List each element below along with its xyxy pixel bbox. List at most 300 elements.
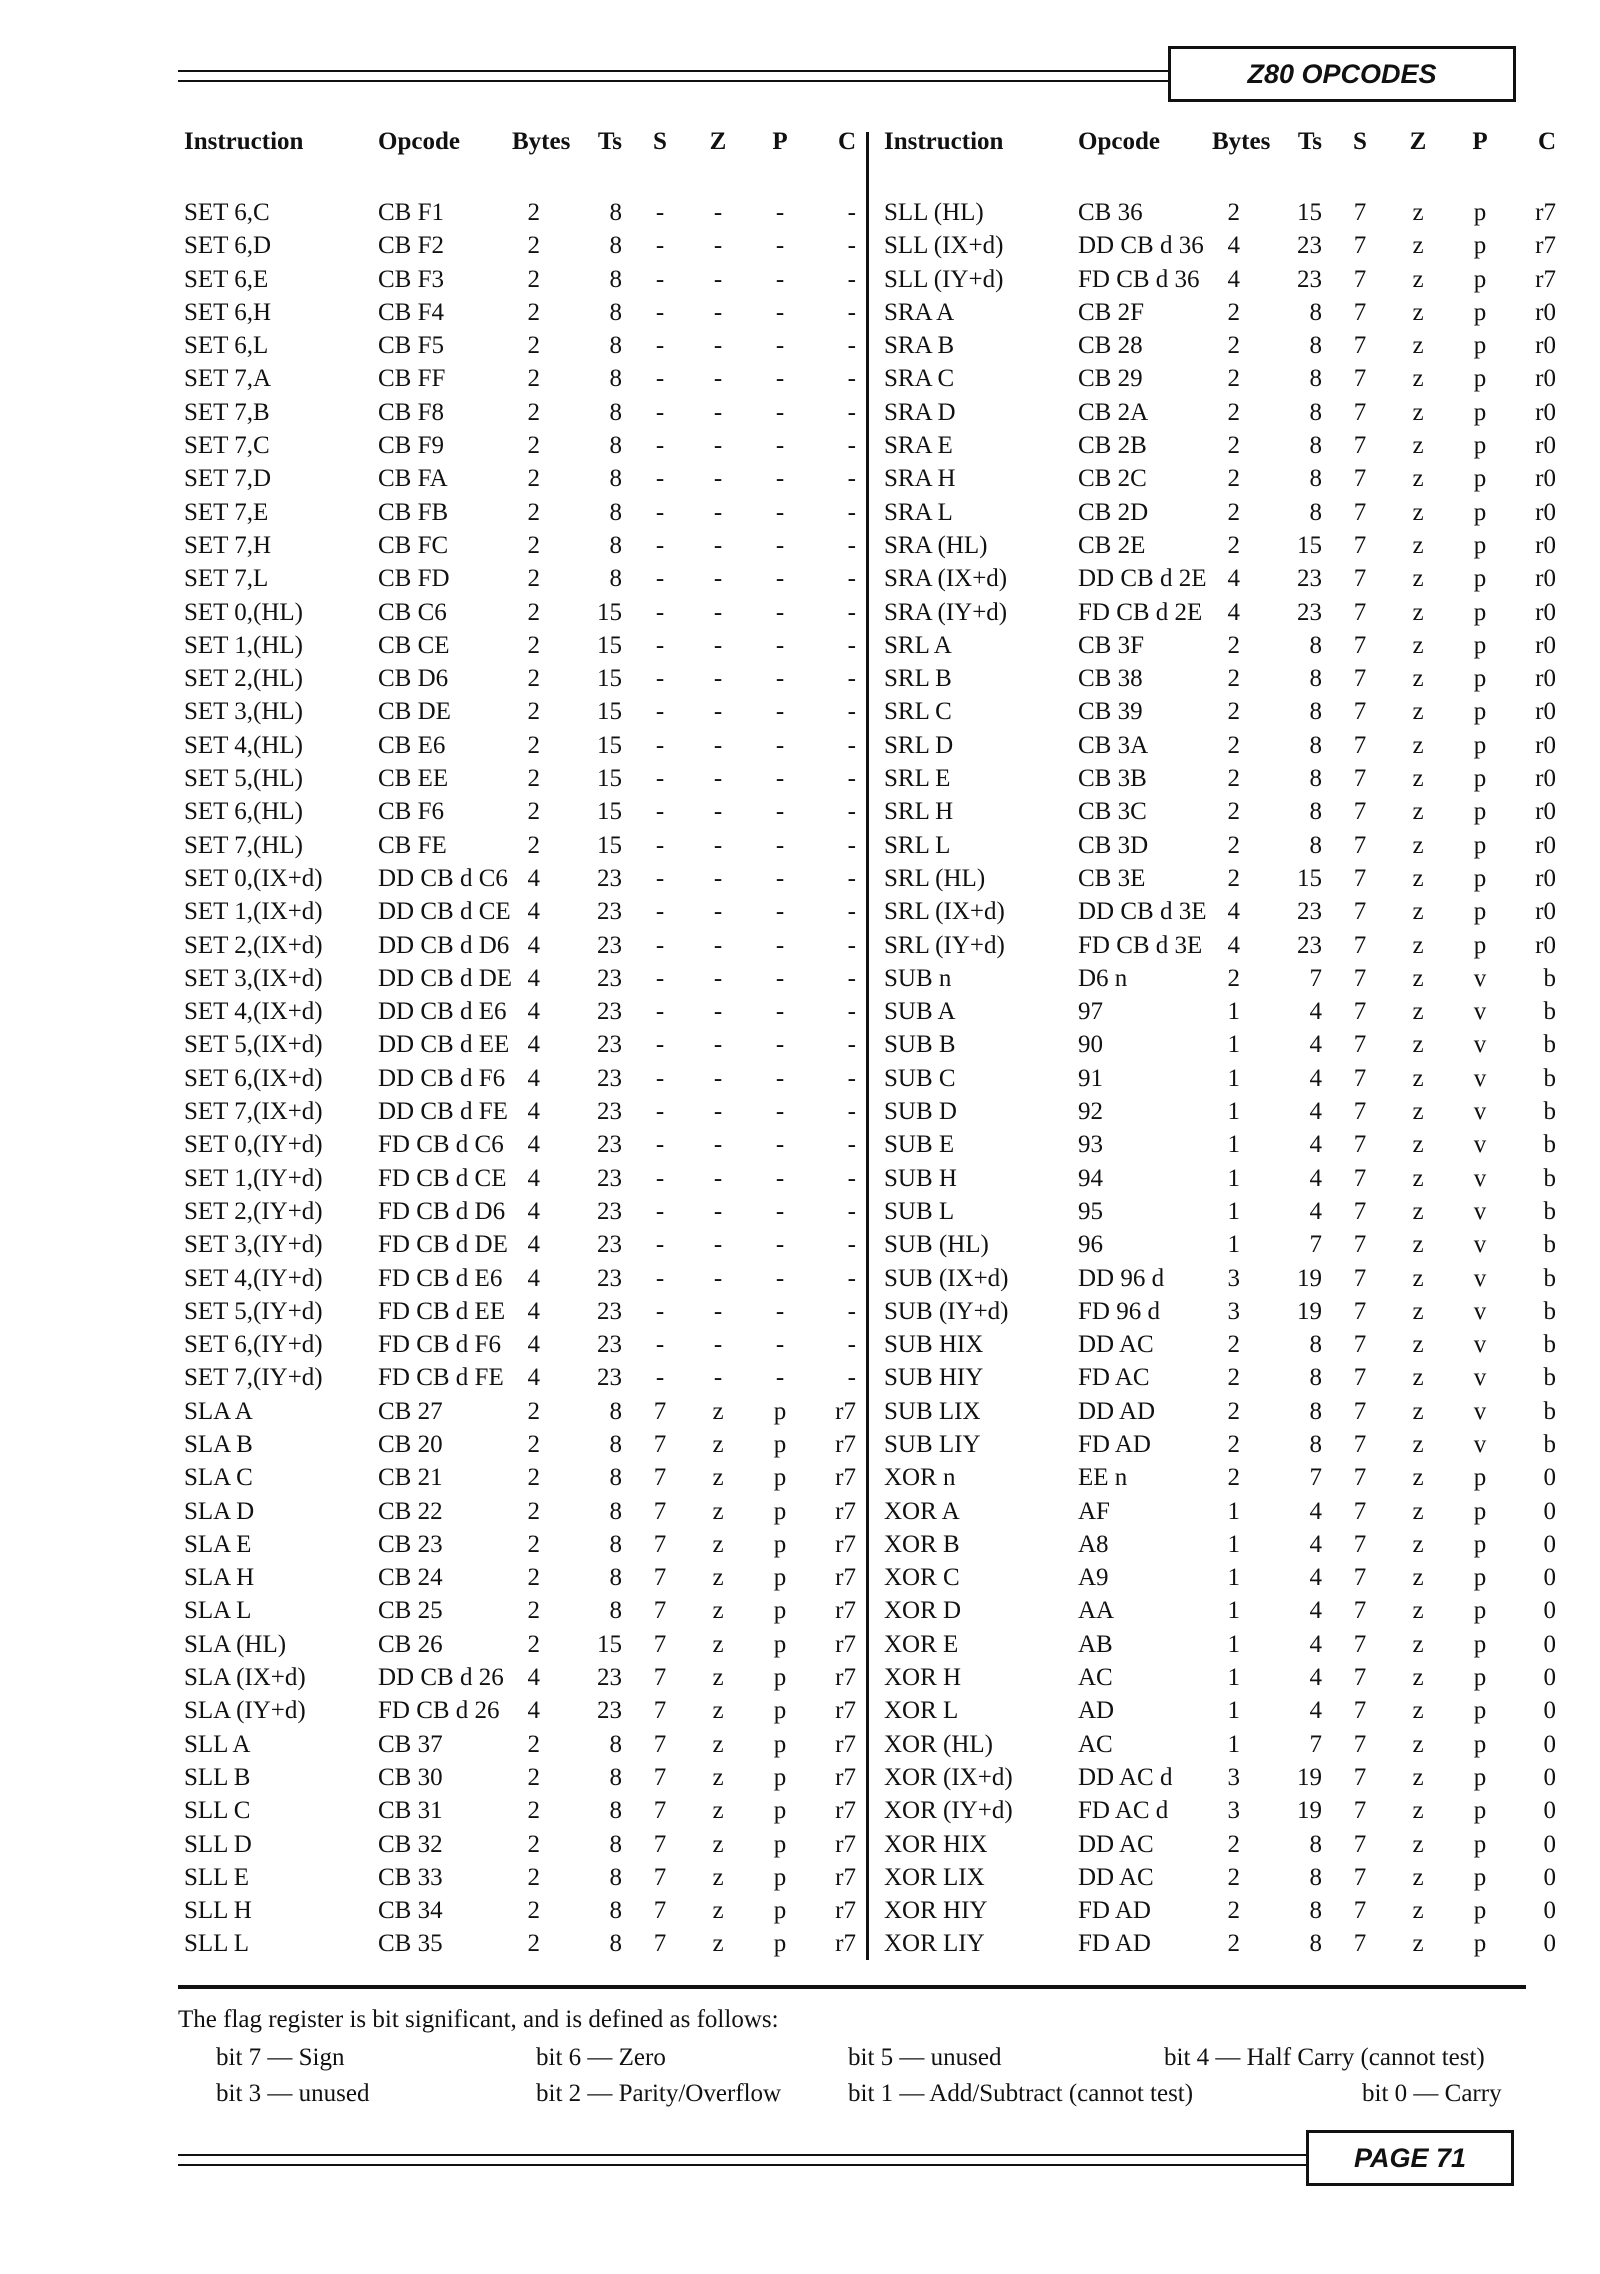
flag-z-cell: z xyxy=(1412,1697,1424,1725)
table-row xyxy=(184,895,864,928)
bytes-cell: 2 xyxy=(527,1464,540,1492)
flag-c-cell: r7 xyxy=(1535,265,1556,293)
table-row xyxy=(884,1661,1564,1694)
flag-s-cell: - xyxy=(655,531,665,559)
flag-z-cell: z xyxy=(1412,1364,1424,1392)
flag-c-cell: 0 xyxy=(1543,1464,1556,1492)
ts-cell: 23 xyxy=(597,1164,622,1192)
flag-c-cell: - xyxy=(847,1031,856,1059)
bytes-cell: 2 xyxy=(1227,798,1240,826)
flag-p-cell: v xyxy=(1473,1231,1487,1259)
flag-z-cell: - xyxy=(713,864,723,892)
instruction-cell: SET 6,D xyxy=(184,232,272,260)
ts-cell: 4 xyxy=(1309,1197,1322,1225)
flag-s-cell: 7 xyxy=(1353,1564,1367,1592)
instruction-cell: SET 6,E xyxy=(184,265,269,293)
column-header-bytes: Bytes xyxy=(1212,128,1271,155)
bytes-cell: 4 xyxy=(1227,565,1240,593)
flag-p-cell: p xyxy=(773,1630,787,1658)
flag-z-cell: - xyxy=(713,998,723,1026)
bytes-cell: 2 xyxy=(527,1763,540,1791)
opcode-cell: A9 xyxy=(1078,1564,1109,1592)
table-row xyxy=(884,1295,1564,1328)
ts-cell: 8 xyxy=(609,1763,622,1791)
table-row xyxy=(184,629,864,662)
flag-p-cell: v xyxy=(1473,1430,1487,1458)
ts-cell: 8 xyxy=(609,1430,622,1458)
opcode-cell: CB 30 xyxy=(378,1763,443,1791)
flag-p-cell: p xyxy=(1473,498,1487,526)
flag-c-cell: r7 xyxy=(835,1464,856,1492)
table-row xyxy=(884,1361,1564,1394)
flag-c-cell: - xyxy=(847,631,856,659)
instruction-cell: XOR D xyxy=(884,1597,962,1625)
bytes-cell: 1 xyxy=(1227,1630,1240,1658)
flag-c-cell: r0 xyxy=(1535,864,1556,892)
flag-p-cell: p xyxy=(1473,1830,1487,1858)
table-row xyxy=(184,429,864,462)
opcode-cell: CB 34 xyxy=(378,1897,443,1925)
ts-cell: 23 xyxy=(597,864,622,892)
table-row xyxy=(884,1328,1564,1361)
flag-z-cell: z xyxy=(1412,1031,1424,1059)
opcode-cell: AC xyxy=(1078,1730,1113,1758)
opcode-cell: CB D6 xyxy=(378,665,449,693)
table-row xyxy=(184,1661,864,1694)
ts-cell: 23 xyxy=(1297,598,1322,626)
table-row xyxy=(184,1594,864,1627)
ts-cell: 4 xyxy=(1309,1497,1322,1525)
instruction-cell: SET 7,D xyxy=(184,465,272,493)
flag-p-cell: p xyxy=(1473,731,1487,759)
instruction-cell: SLA H xyxy=(184,1564,255,1592)
opcode-cell: 97 xyxy=(1078,998,1103,1026)
table-row xyxy=(184,263,864,296)
instruction-cell: SET 7,L xyxy=(184,565,269,593)
table-row xyxy=(884,1195,1564,1228)
opcode-cell: 95 xyxy=(1078,1197,1103,1225)
opcode-cell: CB E6 xyxy=(378,731,446,759)
bytes-cell: 4 xyxy=(527,898,540,926)
ts-cell: 19 xyxy=(1297,1797,1322,1825)
flag-z-cell: z xyxy=(712,1397,724,1425)
instruction-cell: XOR n xyxy=(884,1464,956,1492)
flag-c-cell: r0 xyxy=(1535,831,1556,859)
bytes-cell: 2 xyxy=(527,199,540,226)
flag-p-cell: p xyxy=(773,1830,787,1858)
instruction-cell: SUB LIX xyxy=(884,1397,981,1425)
flag-c-cell: - xyxy=(847,998,856,1026)
instruction-cell: SLL L xyxy=(184,1930,250,1958)
flag-z-cell: - xyxy=(713,665,723,693)
ts-cell: 8 xyxy=(609,1830,622,1858)
flag-s-cell: 7 xyxy=(1353,1797,1367,1825)
flag-c-cell: r7 xyxy=(835,1497,856,1525)
flag-c-cell: b xyxy=(1543,1397,1556,1425)
flag-s-cell: 7 xyxy=(1353,1697,1367,1725)
flag-c-cell: 0 xyxy=(1543,1597,1556,1625)
flag-z-cell: - xyxy=(713,465,723,493)
instruction-cell: SET 5,(IX+d) xyxy=(184,1031,323,1059)
opcode-cell: FD CB d DE xyxy=(378,1231,508,1259)
bytes-cell: 1 xyxy=(1227,1164,1240,1192)
flag-p-cell: p xyxy=(773,1430,787,1458)
flag-c-cell: r0 xyxy=(1535,731,1556,759)
flag-p-cell: p xyxy=(773,1930,787,1958)
flag-z-cell: - xyxy=(713,565,723,593)
flag-s-cell: 7 xyxy=(1353,1597,1367,1625)
flag-c-cell: r0 xyxy=(1535,298,1556,326)
flag-p-cell: v xyxy=(1473,1397,1487,1425)
bytes-cell: 2 xyxy=(527,1730,540,1758)
flag-z-cell: - xyxy=(713,199,723,226)
flag-c-cell: b xyxy=(1543,998,1556,1026)
ts-cell: 15 xyxy=(597,731,622,759)
opcode-cell: FD CB d CE xyxy=(378,1164,507,1192)
flag-z-cell: z xyxy=(1412,964,1424,992)
table-row xyxy=(184,1295,864,1328)
column-header-instruction: Instruction xyxy=(884,128,1004,155)
instruction-cell: SLA D xyxy=(184,1497,255,1525)
table-row xyxy=(884,1927,1564,1960)
flag-c-cell: r7 xyxy=(835,1930,856,1958)
flag-p-cell: p xyxy=(1473,864,1487,892)
opcode-cell: DD CB d C6 xyxy=(378,864,508,892)
ts-cell: 4 xyxy=(1309,1530,1322,1558)
ts-cell: 8 xyxy=(609,1897,622,1925)
ts-cell: 8 xyxy=(609,332,622,360)
instruction-cell: SUB H xyxy=(884,1164,957,1192)
ts-cell: 8 xyxy=(609,298,622,326)
table-row xyxy=(884,1894,1564,1927)
flag-p-cell: p xyxy=(1473,631,1487,659)
column-header-flag-z: Z xyxy=(709,128,727,155)
flag-c-cell: r7 xyxy=(835,1830,856,1858)
flag-z-cell: - xyxy=(713,698,723,726)
bytes-cell: 2 xyxy=(1227,698,1240,726)
flag-z-cell: z xyxy=(712,1564,724,1592)
instruction-cell: SET 2,(HL) xyxy=(184,665,303,693)
flag-c-cell: r0 xyxy=(1535,665,1556,693)
flag-p-cell: v xyxy=(1473,1031,1487,1059)
table-row xyxy=(884,529,1564,562)
ts-cell: 7 xyxy=(1309,1730,1322,1758)
bytes-cell: 2 xyxy=(1227,1830,1240,1858)
instruction-cell: SRA L xyxy=(884,498,953,526)
instruction-cell: SET 6,(IX+d) xyxy=(184,1064,323,1092)
ts-cell: 8 xyxy=(609,498,622,526)
flag-s-cell: 7 xyxy=(1353,232,1367,260)
flag-c-cell: - xyxy=(847,598,856,626)
flag-z-cell: - xyxy=(713,631,723,659)
bytes-cell: 2 xyxy=(527,1797,540,1825)
flag-p-cell: v xyxy=(1473,1164,1487,1192)
bytes-cell: 2 xyxy=(527,631,540,659)
flag-p-cell: - xyxy=(775,498,785,526)
flag-s-cell: 7 xyxy=(1353,731,1367,759)
opcode-cell: CB 32 xyxy=(378,1830,443,1858)
instruction-cell: SET 7,(IX+d) xyxy=(184,1098,323,1126)
bytes-cell: 2 xyxy=(527,432,540,460)
table-row xyxy=(884,1561,1564,1594)
flag-s-cell: - xyxy=(655,765,665,793)
flag-s-cell: 7 xyxy=(1353,1397,1367,1425)
instruction-cell: SRA D xyxy=(884,398,956,426)
opcode-cell: CB F9 xyxy=(378,432,445,460)
ts-cell: 23 xyxy=(597,1264,622,1292)
table-row xyxy=(184,1927,864,1960)
instruction-cell: SLL H xyxy=(184,1897,252,1925)
opcode-cell: 96 xyxy=(1078,1231,1103,1259)
left-opcode-table xyxy=(184,196,864,1961)
opcode-cell: D6 n xyxy=(1078,964,1128,992)
flag-c-cell: - xyxy=(847,332,856,360)
flag-c-cell: - xyxy=(847,665,856,693)
opcode-cell: CB 36 xyxy=(1078,199,1143,226)
flag-s-cell: 7 xyxy=(1353,1098,1367,1126)
instruction-cell: SLL B xyxy=(184,1763,251,1791)
opcode-cell: FD CB d D6 xyxy=(378,1197,506,1225)
bytes-cell: 2 xyxy=(1227,864,1240,892)
instruction-cell: SUB HIY xyxy=(884,1364,984,1392)
flag-c-cell: r7 xyxy=(835,1763,856,1791)
bytes-cell: 2 xyxy=(1227,1331,1240,1359)
ts-cell: 8 xyxy=(1309,465,1322,493)
flag-c-cell: b xyxy=(1543,1031,1556,1059)
opcode-cell: CB F4 xyxy=(378,298,445,326)
flag-s-cell: - xyxy=(655,1197,665,1225)
bit-5-note: bit 5 — unused xyxy=(848,2044,1002,2071)
flag-s-cell: 7 xyxy=(1353,332,1367,360)
flag-p-cell: v xyxy=(1473,1264,1487,1292)
table-row xyxy=(884,329,1564,362)
flag-z-cell: z xyxy=(712,1697,724,1725)
flag-z-cell: z xyxy=(1412,665,1424,693)
opcode-cell: 91 xyxy=(1078,1064,1103,1092)
flag-c-cell: 0 xyxy=(1543,1664,1556,1692)
instruction-cell: SUB (IX+d) xyxy=(884,1264,1009,1292)
flag-s-cell: 7 xyxy=(1353,1664,1367,1692)
flag-s-cell: 7 xyxy=(1353,1331,1367,1359)
bytes-cell: 2 xyxy=(1227,964,1240,992)
ts-cell: 15 xyxy=(597,598,622,626)
flag-z-cell: - xyxy=(713,1164,723,1192)
instruction-cell: XOR LIY xyxy=(884,1930,985,1958)
table-row xyxy=(884,1095,1564,1128)
opcode-cell: CB 3F xyxy=(1078,631,1145,659)
flag-c-cell: - xyxy=(847,1131,856,1159)
table-row xyxy=(184,1028,864,1061)
flag-s-cell: - xyxy=(655,565,665,593)
instruction-cell: SRA H xyxy=(884,465,956,493)
flag-s-cell: 7 xyxy=(1353,631,1367,659)
instruction-cell: XOR E xyxy=(884,1630,959,1658)
opcode-cell: CB 29 xyxy=(1078,365,1143,393)
opcode-cell: CB FB xyxy=(378,498,449,526)
instruction-cell: SUB (IY+d) xyxy=(884,1297,1009,1325)
flag-p-cell: p xyxy=(1473,665,1487,693)
flag-s-cell: 7 xyxy=(653,1630,667,1658)
bytes-cell: 4 xyxy=(527,1364,540,1392)
bytes-cell: 2 xyxy=(1227,199,1240,226)
bytes-cell: 3 xyxy=(1227,1763,1240,1791)
ts-cell: 8 xyxy=(1309,1364,1322,1392)
instruction-cell: SET 1,(HL) xyxy=(184,631,303,659)
flag-z-cell: z xyxy=(1412,1231,1424,1259)
flag-s-cell: 7 xyxy=(1353,665,1367,693)
flag-c-cell: r7 xyxy=(835,1697,856,1725)
opcode-cell: DD AC d xyxy=(1078,1763,1173,1791)
bytes-cell: 4 xyxy=(527,1031,540,1059)
opcode-cell: FD AD xyxy=(1078,1430,1151,1458)
ts-cell: 15 xyxy=(597,765,622,793)
flag-p-cell: - xyxy=(775,864,785,892)
bytes-cell: 1 xyxy=(1227,1530,1240,1558)
bytes-cell: 4 xyxy=(527,964,540,992)
flag-p-cell: p xyxy=(773,1763,787,1791)
flag-s-cell: 7 xyxy=(1353,199,1367,226)
ts-cell: 8 xyxy=(609,265,622,293)
flag-s-cell: - xyxy=(655,798,665,826)
bytes-cell: 2 xyxy=(527,531,540,559)
flag-s-cell: 7 xyxy=(653,1863,667,1891)
flag-s-cell: - xyxy=(655,864,665,892)
table-row xyxy=(884,462,1564,495)
opcode-cell: CB 2C xyxy=(1078,465,1147,493)
flag-s-cell: 7 xyxy=(1353,1863,1367,1891)
opcode-cell: CB F8 xyxy=(378,398,445,426)
flag-s-cell: 7 xyxy=(1353,1164,1367,1192)
ts-cell: 23 xyxy=(597,1697,622,1725)
notes-intro: The flag register is bit significant, and is defined as follows: xyxy=(178,2006,779,2033)
opcode-cell: 94 xyxy=(1078,1164,1103,1192)
opcode-cell: FD CB d 2E xyxy=(1078,598,1203,626)
flag-c-cell: r7 xyxy=(835,1564,856,1592)
flag-c-cell: 0 xyxy=(1543,1697,1556,1725)
flag-s-cell: 7 xyxy=(653,1763,667,1791)
flag-p-cell: - xyxy=(775,531,785,559)
flag-c-cell: - xyxy=(847,432,856,460)
instruction-cell: SET 6,C xyxy=(184,199,270,226)
flag-s-cell: - xyxy=(655,731,665,759)
flag-s-cell: - xyxy=(655,598,665,626)
bytes-cell: 2 xyxy=(527,1397,540,1425)
flag-s-cell: - xyxy=(655,665,665,693)
flag-s-cell: 7 xyxy=(1353,931,1367,959)
bytes-cell: 2 xyxy=(527,265,540,293)
flag-p-cell: - xyxy=(775,964,785,992)
flag-p-cell: - xyxy=(775,998,785,1026)
flag-z-cell: z xyxy=(1412,1497,1424,1525)
ts-cell: 23 xyxy=(597,1364,622,1392)
bytes-cell: 3 xyxy=(1227,1264,1240,1292)
table-row xyxy=(184,1894,864,1927)
opcode-cell: CB 2B xyxy=(1078,432,1147,460)
flag-z-cell: - xyxy=(713,398,723,426)
flag-c-cell: b xyxy=(1543,1098,1556,1126)
flag-c-cell: - xyxy=(847,1197,856,1225)
flag-s-cell: 7 xyxy=(1353,1197,1367,1225)
flag-c-cell: r0 xyxy=(1535,365,1556,393)
opcode-cell: CB 27 xyxy=(378,1397,443,1425)
flag-c-cell: r7 xyxy=(835,1530,856,1558)
ts-cell: 8 xyxy=(1309,1863,1322,1891)
instruction-cell: XOR (IY+d) xyxy=(884,1797,1013,1825)
table-row xyxy=(884,962,1564,995)
table-row xyxy=(184,862,864,895)
opcode-cell: CB 38 xyxy=(1078,665,1143,693)
table-row xyxy=(184,462,864,495)
table-row xyxy=(884,729,1564,762)
flag-c-cell: b xyxy=(1543,1064,1556,1092)
flag-p-cell: p xyxy=(1473,1797,1487,1825)
opcode-cell: CB F1 xyxy=(378,199,445,226)
flag-c-cell: - xyxy=(847,365,856,393)
bytes-cell: 4 xyxy=(527,1064,540,1092)
flag-p-cell: - xyxy=(775,1231,785,1259)
flag-c-cell: r7 xyxy=(835,1630,856,1658)
opcode-cell: CB 21 xyxy=(378,1464,443,1492)
instruction-cell: XOR LIX xyxy=(884,1863,985,1891)
opcode-cell: FD AC xyxy=(1078,1364,1150,1392)
column-header-flag-s: S xyxy=(653,128,667,155)
table-row xyxy=(884,296,1564,329)
opcode-cell: FD CB d EE xyxy=(378,1297,506,1325)
flag-z-cell: z xyxy=(712,1897,724,1925)
flag-c-cell: 0 xyxy=(1543,1863,1556,1891)
flag-s-cell: 7 xyxy=(653,1597,667,1625)
ts-cell: 8 xyxy=(609,1797,622,1825)
flag-c-cell: - xyxy=(847,1264,856,1292)
table-row xyxy=(184,929,864,962)
flag-p-cell: - xyxy=(775,765,785,793)
instruction-cell: SET 4,(HL) xyxy=(184,731,303,759)
ts-cell: 4 xyxy=(1309,1131,1322,1159)
table-row xyxy=(884,496,1564,529)
flag-s-cell: 7 xyxy=(1353,998,1367,1026)
flag-p-cell: - xyxy=(775,398,785,426)
instruction-cell: SRA (IX+d) xyxy=(884,565,1008,593)
ts-cell: 7 xyxy=(1309,1231,1322,1259)
table-row xyxy=(184,1162,864,1195)
table-row xyxy=(184,1561,864,1594)
instruction-cell: SRL E xyxy=(884,765,951,793)
instruction-cell: SLL (HL) xyxy=(884,199,984,226)
bytes-cell: 2 xyxy=(527,831,540,859)
bytes-cell: 3 xyxy=(1227,1297,1240,1325)
flag-s-cell: - xyxy=(655,1297,665,1325)
bytes-cell: 4 xyxy=(527,1331,540,1359)
ts-cell: 15 xyxy=(597,1630,622,1658)
ts-cell: 8 xyxy=(1309,1331,1322,1359)
bytes-cell: 2 xyxy=(1227,831,1240,859)
flag-p-cell: p xyxy=(1473,1697,1487,1725)
flag-s-cell: 7 xyxy=(653,1397,667,1425)
flag-z-cell: z xyxy=(1412,531,1424,559)
flag-c-cell: r0 xyxy=(1535,565,1556,593)
bytes-cell: 4 xyxy=(527,998,540,1026)
table-row xyxy=(884,795,1564,828)
flag-p-cell: p xyxy=(1473,332,1487,360)
bytes-cell: 1 xyxy=(1227,1564,1240,1592)
ts-cell: 8 xyxy=(609,565,622,593)
bytes-cell: 2 xyxy=(1227,498,1240,526)
flag-s-cell: - xyxy=(655,298,665,326)
flag-p-cell: p xyxy=(1473,1497,1487,1525)
flag-z-cell: - xyxy=(713,1331,723,1359)
instruction-cell: SLA C xyxy=(184,1464,253,1492)
ts-cell: 8 xyxy=(1309,765,1322,793)
